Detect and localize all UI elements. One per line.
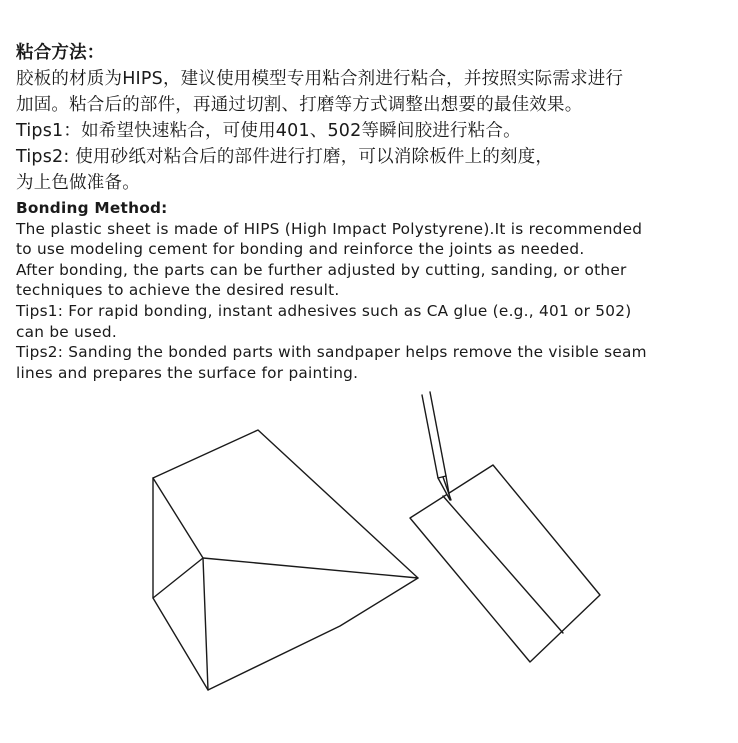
english-line-7: Tips2: Sanding the bonded parts with sandpaper helps remove the visible seam <box>16 343 647 362</box>
english-line-4: techniques to achieve the desired result. <box>16 281 340 300</box>
chinese-paragraph-line-2: 加固。粘合后的部件，再通过切割、打磨等方式调整出想要的最佳效果。 <box>16 95 583 115</box>
truncated-pyramid-icon <box>153 430 418 690</box>
needle-applicator-icon <box>422 392 451 500</box>
english-title: Bonding Method: <box>16 199 168 217</box>
english-line-6: can be used. <box>16 322 117 341</box>
chinese-tip1: Tips1：如希望快速粘合，可使用401、502等瞬间胶进行粘合。 <box>16 121 521 141</box>
instruction-text <box>16 40 728 383</box>
bonded-block-icon <box>410 465 600 662</box>
chinese-tip2-line-2: 为上色做准备。 <box>16 173 140 193</box>
english-line-1: The plastic sheet is made of HIPS (High Impact Polystyrene).It is recommended <box>16 219 643 238</box>
english-line-5: Tips1: For rapid bonding, instant adhesives such as CA glue (e.g., 401 or 502) <box>16 301 632 320</box>
english-line-8: lines and prepares the surface for painting. <box>16 363 359 382</box>
chinese-paragraph-line-1: 胶板的材质为HIPS，建议使用模型专用粘合剂进行粘合，并按照实际需求进行 <box>16 69 624 89</box>
bonding-illustration <box>0 385 738 725</box>
chinese-title: 粘合方法： <box>16 43 105 63</box>
chinese-tip2-line-1: Tips2: 使用砂纸对粘合后的部件进行打磨，可以消除板件上的刻度， <box>16 147 554 167</box>
english-line-2: to use modeling cement for bonding and reinforce the joints as needed. <box>16 240 585 259</box>
english-line-3: After bonding, the parts can be further adjusted by cutting, sanding, or other <box>16 260 627 279</box>
